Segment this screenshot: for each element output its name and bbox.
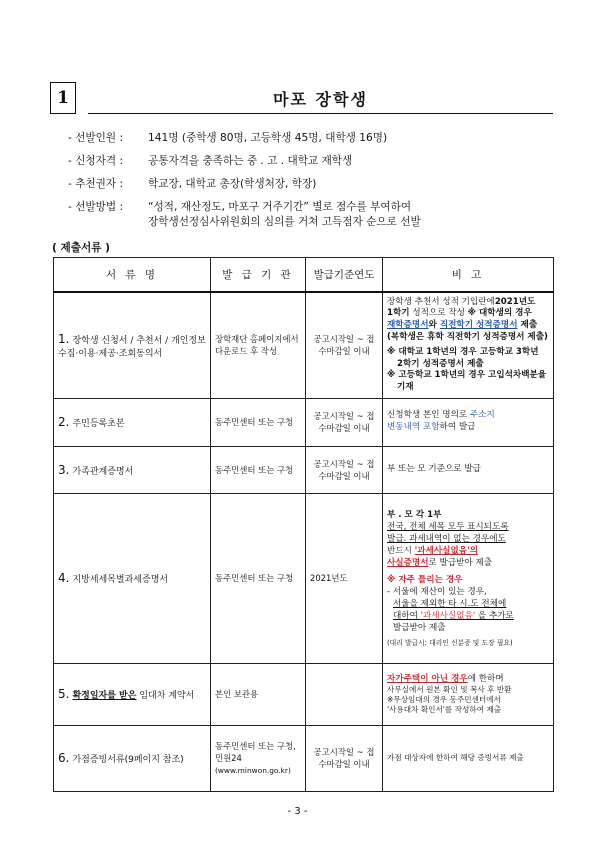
bullet-value: 141명 (중학생 80명, 고등학생 45명, 대학생 16명) [148, 132, 388, 144]
table-row [54, 493, 554, 663]
note-text: 2021년도 [494, 296, 536, 307]
note-line [387, 610, 549, 622]
note-text: 신청학생 본인 명의로 [387, 410, 470, 421]
note-cell [383, 493, 554, 663]
year-cell: 공고시작일 ~ 접수마감일 이내 [306, 398, 383, 446]
bullet-key: - 선발인원 : [68, 132, 124, 144]
note-text: 제출 [517, 320, 538, 331]
note-text: ※ 대학생의 경우 [467, 308, 532, 319]
note-text: 2학기 성적증명서 제출 [397, 358, 484, 369]
issuer-link-text: (www.minwon.go.kr) [215, 766, 291, 776]
note-text: 부 . 모 각 1부 [387, 509, 442, 520]
documents-table [53, 257, 554, 792]
note-cell [383, 663, 554, 725]
doc-name: 가족관계증명서 [72, 466, 134, 477]
table-row [54, 446, 554, 493]
year-cell: 공고시작일 ~ 접수마감일 이내 [306, 292, 383, 398]
section-title [50, 82, 553, 116]
note-text: 전국, 전체 세목 모두 표시되도록 [387, 521, 509, 532]
bullet-value: “성적, 재산정도, 마포구 거주기간” 별로 점수를 부여하여 [148, 201, 412, 213]
note-text: ※ 고등학교 1학년의 경우 고입석차백분율 [387, 370, 547, 381]
selection-info-list [68, 126, 558, 229]
year-cell: 공고시작일 ~ 접수마감일 이내 [306, 446, 383, 493]
note-text: 대하여 [393, 611, 421, 622]
issuer-cell: 동주민센터 또는 구청 [211, 493, 306, 663]
note-text: 직전학기 성적증명서 [439, 320, 518, 331]
note-text: 에 한하며 [467, 673, 504, 684]
header-doc-name: 서 류 명 [54, 258, 211, 293]
bullet-continuation: 장학생선정심사위원회의 심의를 거쳐 고득점자 순으로 선발 [148, 216, 421, 228]
issuer-cell: 장학재단 홈페이지에서 다운로드 후 작성 [211, 292, 306, 398]
note-text: 주소지 [469, 410, 495, 421]
doc-name-emphasis: 확정일자를 받은 [72, 691, 137, 701]
year-cell: 2021년도 [306, 493, 383, 663]
year-cell: 공고시작일 ~ 접수마감일 이내 [306, 725, 383, 791]
note-text: 발급받아 제출 [393, 623, 446, 634]
doc-name: 장학생 신청서 / 추천서 / 개인정보수집·이용·제공·조회동의서 [58, 335, 206, 359]
note-text: '과세사실없음' [420, 611, 476, 622]
documents-label: ( 제출서류 ) [52, 242, 110, 254]
doc-name-cell [54, 446, 211, 493]
bullet-value: 학교장, 대학교 총장(학생처장, 학장) [148, 178, 317, 190]
note-cell: 가점 대상자에 한하여 해당 증빙서류 제출 [383, 725, 554, 791]
list-item [68, 126, 558, 149]
note-text: 장학생 추천서 성적 기입란에 [387, 296, 495, 307]
row-number: 1. [58, 331, 70, 346]
note-text: 을 추가로 [475, 611, 514, 622]
issuer-cell: 동주민센터 또는 구청 [211, 446, 306, 493]
note-text: - 서울에 재산이 있는 경우, [387, 586, 487, 597]
note-text: 반드시 [387, 546, 415, 557]
note-text: 와 [428, 320, 440, 331]
note-text: 하여 발급 [439, 422, 476, 432]
doc-name-cell [54, 292, 211, 398]
note-text: 기재 [397, 382, 414, 393]
note-text: 서울을 제외한 타 시.도 전체에 [393, 598, 507, 609]
row-number: 5. [58, 687, 70, 701]
note-text: (복학생은 휴학 직전학기 성적증명서 제출) [387, 331, 548, 342]
note-text: 자가주택이 아닌 경우 [387, 673, 468, 684]
note-text: '사용대차 확인서'를 작성하여 제출 [387, 704, 502, 714]
doc-name: 가점증빙서류(9페이지 참조) [72, 755, 184, 765]
title-underline [88, 113, 553, 114]
note-text: '과세사실없음'의 [414, 546, 479, 557]
note-cell: 부 또는 모 기준으로 발급 [383, 446, 554, 493]
issuer-cell: 동주민센터 또는 구청 [211, 398, 306, 446]
doc-name-cell [54, 398, 211, 446]
bullet-key: - 추천권자 : [68, 178, 124, 190]
list-item [68, 149, 558, 172]
doc-name: 임대차 계약서 [136, 691, 195, 701]
note-text: 성적으로 작성 [409, 308, 468, 319]
note-cell [383, 292, 554, 398]
row-number: 4. [58, 571, 70, 585]
note-cell [383, 398, 554, 446]
note-text: ※ 자주 틀리는 경우 [387, 574, 463, 585]
note-text: 1학기 [387, 308, 410, 319]
note-text: 로 발급받아 제출 [428, 558, 493, 569]
bullet-key: - 선발방법 : [68, 201, 124, 213]
header-year: 발급기준연도 [306, 258, 383, 293]
row-number: 3. [58, 462, 70, 477]
issuer-cell [211, 725, 306, 791]
year-cell [306, 663, 383, 725]
table-header-row [54, 258, 554, 293]
row-number: 2. [58, 415, 70, 429]
table-row [54, 663, 554, 725]
section-number: 1 [50, 82, 76, 114]
doc-name: 지방세세목별과세증명서 [72, 575, 169, 585]
header-note: 비 고 [383, 258, 554, 293]
note-text: ※ 대학교 1학년의 경우 고등학교 3학년 [387, 347, 539, 358]
note-text: 발급. 과세내역이 없는 경우에도 [387, 533, 506, 544]
page-number: - 3 - [287, 806, 308, 817]
note-text: (대리 발급시: 대리인 신분증 및 도장 필요) [387, 638, 513, 647]
bullet-value: 공통자격을 충족하는 중 . 고 . 대학교 재학생 [148, 155, 353, 167]
list-item [68, 172, 558, 195]
doc-name: 주민등록초본 [72, 419, 125, 429]
issuer-text: 동주민센터 또는 구청, [215, 740, 296, 751]
table-row [54, 292, 554, 398]
table-row [54, 398, 554, 446]
note-text: 재학증명서 [387, 320, 429, 331]
note-text: ※무상임대의 경우 동주민센터에서 [387, 694, 501, 704]
issuer-text: 민원24 [215, 753, 242, 764]
page-title: 마포 장학생 [273, 89, 368, 109]
note-text: 사무실에서 원본 확인 및 복사 후 반환 [387, 684, 512, 694]
bullet-key: - 신청자격 : [68, 155, 124, 167]
doc-name-cell [54, 663, 211, 725]
note-text: 사실증명서 [387, 558, 429, 569]
row-number: 6. [58, 751, 70, 765]
table-row [54, 725, 554, 791]
note-text: 변동내역 포함 [387, 422, 440, 432]
doc-name-cell [54, 493, 211, 663]
header-issuer: 발 급 기 관 [211, 258, 306, 293]
doc-name-cell [54, 725, 211, 791]
issuer-cell: 본인 보관용 [211, 663, 306, 725]
